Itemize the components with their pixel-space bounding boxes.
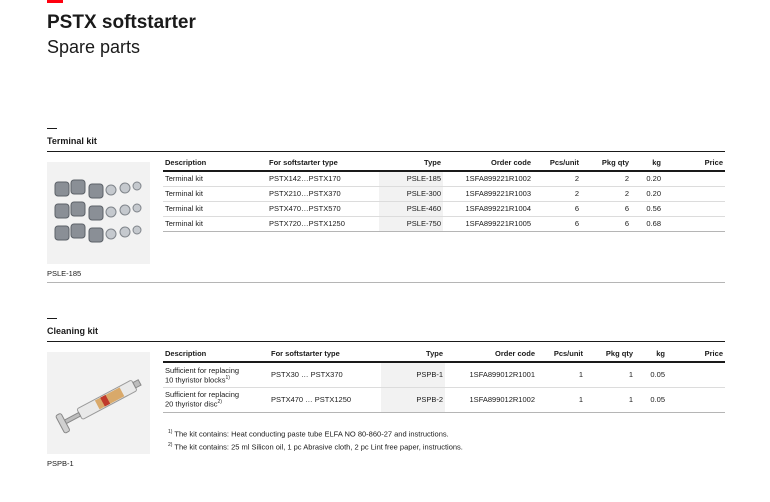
- cell-kg: 0.56: [646, 204, 661, 213]
- cell-description: Terminal kit: [165, 174, 203, 184]
- cell-pkg-qty: 6: [624, 204, 629, 213]
- cell-pcs-unit: 1: [578, 395, 583, 404]
- col-for-type: For softstarter type: [269, 158, 338, 167]
- col-price: Price: [704, 158, 723, 167]
- col-type: Type: [424, 158, 441, 167]
- col-pkg-qty: Pkg qty: [601, 158, 629, 167]
- description-text: 20 thyristor disc: [165, 399, 218, 409]
- cell-kg: 0.68: [646, 219, 661, 228]
- table-row: [163, 362, 725, 387]
- cell-type: PSPB-2: [381, 387, 445, 412]
- cell-pcs-unit: 1: [578, 370, 583, 380]
- col-description: Description: [165, 158, 207, 167]
- cell-for-type: PSTX210…PSTX370: [269, 189, 341, 198]
- description-line1: Sufficient for replacing: [165, 365, 240, 375]
- table-row: [163, 171, 725, 186]
- cleaning-kit-table: [163, 346, 725, 413]
- col-for-type: For softstarter type: [271, 349, 340, 358]
- footnote-2: [168, 440, 463, 453]
- description-line2: [165, 375, 267, 385]
- cell-pkg-qty: 2: [624, 174, 629, 184]
- cell-for-type: PSTX720…PSTX1250: [269, 219, 345, 228]
- table-row: [163, 186, 725, 201]
- col-order-code: Order code: [494, 349, 535, 358]
- page-subtitle: Spare parts: [47, 37, 141, 57]
- cell-order-code: 1SFA899221R1002: [465, 174, 531, 184]
- cell-for-type: PSTX142…PSTX170: [269, 174, 341, 184]
- cell-pcs-unit: 6: [574, 204, 579, 213]
- section-dash: [47, 128, 57, 129]
- cell-pkg-qty: 6: [624, 219, 629, 228]
- cell-type: PSPB-1: [381, 362, 445, 387]
- table-row: [163, 387, 725, 412]
- cell-pkg-qty: 1: [628, 395, 633, 404]
- footnote-mark: 1): [225, 374, 230, 381]
- cleaning-kit-image-caption: PSPB-1: [47, 459, 74, 468]
- brand-accent-bar: [47, 0, 63, 3]
- footnote-text: The kit contains: 25 ml Silicon oil, 1 pc Abrasive cloth, 2 pc Lint free paper, instructions.: [174, 442, 463, 451]
- terminal-kit-image: [47, 162, 150, 264]
- terminal-kit-image-caption: PSLE-185: [47, 269, 82, 278]
- cell-price: [663, 201, 725, 216]
- cell-type: PSLE-300: [379, 186, 443, 201]
- cell-pcs-unit: 2: [574, 174, 579, 184]
- description-line1: Sufficient for replacing: [165, 390, 240, 400]
- col-description: Description: [165, 349, 207, 358]
- syringe-illustration: [47, 352, 150, 454]
- cell-description: Terminal kit: [165, 189, 203, 198]
- cell-type: PSLE-185: [379, 171, 443, 186]
- col-kg: kg: [656, 349, 665, 358]
- terminal-kit-illustration: [47, 162, 150, 264]
- cell-description: Terminal kit: [165, 219, 203, 228]
- cell-price: [667, 362, 725, 387]
- cell-pkg-qty: 2: [624, 189, 629, 198]
- table-row: [163, 216, 725, 231]
- section-rule: [47, 151, 725, 152]
- cell-for-type: PSTX470 … PSTX1250: [271, 395, 352, 404]
- cell-kg: 0.05: [650, 395, 665, 404]
- section-end-rule: [47, 282, 725, 283]
- table-header-row: [163, 155, 725, 171]
- table-header-row: [163, 346, 725, 362]
- cell-description: [163, 362, 269, 387]
- cell-order-code: 1SFA899012R1001: [469, 370, 535, 380]
- footnote-mark: 1): [168, 429, 173, 435]
- cell-order-code: 1SFA899221R1004: [465, 204, 531, 213]
- cell-order-code: 1SFA899221R1005: [465, 219, 531, 228]
- cleaning-kit-section-title: Cleaning kit: [47, 326, 99, 336]
- description-line2: [165, 399, 267, 409]
- col-pkg-qty: Pkg qty: [605, 349, 633, 358]
- cell-price: [663, 171, 725, 186]
- col-kg: kg: [652, 158, 661, 167]
- col-price: Price: [704, 349, 723, 358]
- cell-order-code: 1SFA899221R1003: [465, 189, 531, 198]
- cell-type: PSLE-750: [379, 216, 443, 231]
- cell-price: [663, 216, 725, 231]
- terminal-kit-section-title: Terminal kit: [47, 136, 97, 146]
- cell-kg: 0.05: [650, 370, 665, 380]
- footnote-mark: 2): [168, 441, 173, 448]
- cell-kg: 0.20: [646, 174, 661, 184]
- section-dash: [47, 318, 57, 319]
- cell-for-type: PSTX470…PSTX570: [269, 204, 341, 213]
- cell-order-code: 1SFA899012R1002: [469, 395, 535, 404]
- cell-price: [663, 186, 725, 201]
- cell-description: [163, 387, 269, 412]
- cleaning-kit-image: [47, 352, 150, 454]
- cell-pcs-unit: 6: [574, 219, 579, 228]
- cell-price: [667, 387, 725, 412]
- col-order-code: Order code: [490, 158, 531, 167]
- cell-type: PSLE-460: [379, 201, 443, 216]
- footnote-mark: 2): [217, 399, 222, 406]
- footnote-1: [168, 427, 463, 440]
- col-pcs-unit: Pcs/unit: [549, 158, 579, 167]
- cell-description: Terminal kit: [165, 204, 203, 213]
- cell-pcs-unit: 2: [574, 189, 579, 198]
- terminal-kit-table: [163, 155, 725, 232]
- footnotes: [168, 427, 463, 452]
- cell-for-type: PSTX30 … PSTX370: [271, 370, 343, 380]
- cell-kg: 0.20: [646, 189, 661, 198]
- page-title: PSTX softstarter: [47, 12, 196, 33]
- table-row: [163, 201, 725, 216]
- section-rule: [47, 341, 725, 342]
- col-pcs-unit: Pcs/unit: [553, 349, 583, 358]
- footnote-text: The kit contains: Heat conducting paste tube ELFA NO 80-860-27 and instructions.: [174, 429, 449, 439]
- description-text: 10 thyristor blocks: [165, 375, 226, 384]
- col-type: Type: [426, 349, 443, 358]
- cell-pkg-qty: 1: [628, 370, 633, 380]
